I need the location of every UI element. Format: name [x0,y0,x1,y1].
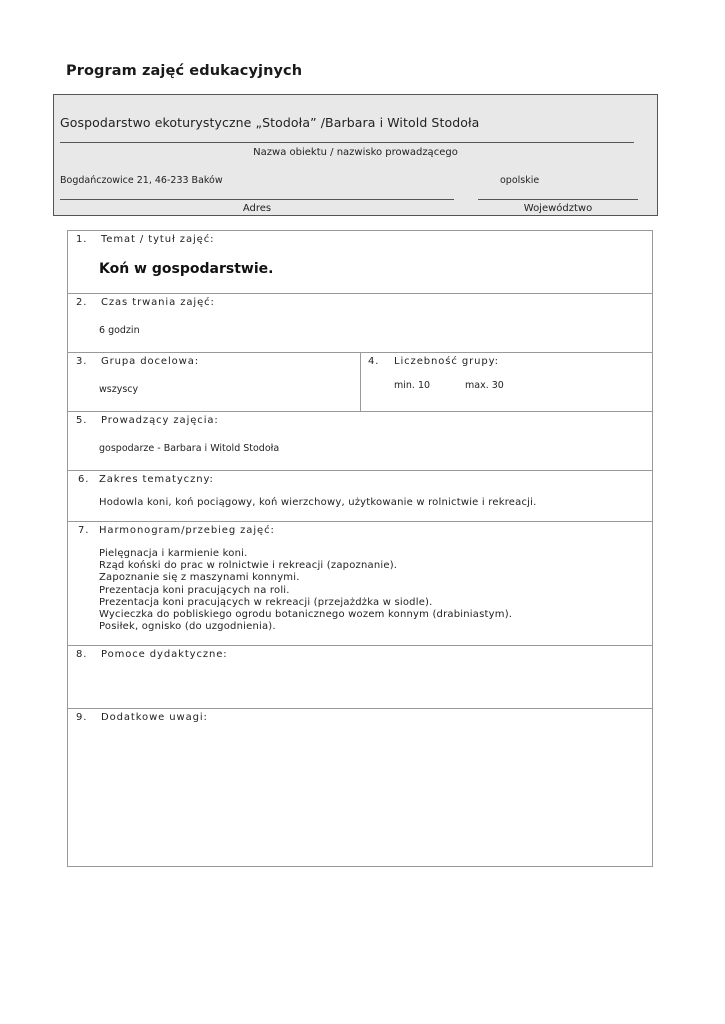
section-label: Dodatkowe uwagi: [101,712,208,723]
voivodeship-underline [478,199,638,200]
column-divider [360,353,361,411]
section-number: 3. [76,356,88,367]
section-duration [68,294,652,353]
section-number: 5. [76,415,88,426]
schedule-item: Wycieczka do pobliskiego ogrodu botanicznego wozem konnym (drabiniastym). [99,609,513,621]
topic-value: Koń w gospodarstwie. [99,261,274,277]
section-label: Prowadzący zajęcia: [101,415,219,426]
scope-value: Hodowla koni, koń pociągowy, koń wierzchowy, użytkowanie w rolnictwie i rekreacji. [99,497,537,508]
section-number: 7. [78,525,90,536]
section-group [68,353,652,412]
section-number: 6. [78,474,90,485]
section-number: 2. [76,297,88,308]
address-underline [60,199,454,200]
section-label: Temat / tytuł zajęć: [101,234,215,245]
section-label: Grupa docelowa: [101,356,200,367]
object-name-underline [60,142,634,143]
schedule-item: Posiłek, ognisko (do uzgodnienia). [99,621,276,633]
section-label: Harmonogram/przebieg zajęć: [99,525,275,536]
voivodeship-caption: Województwo [523,203,593,214]
schedule-item: Rząd koński do prac w rolnictwie i rekreacji (zapoznanie). [99,560,398,572]
section-aids [68,646,652,709]
section-instructors [68,412,652,471]
section-label: Zakres tematyczny: [99,474,214,485]
page-title: Program zajęć edukacyjnych [66,63,303,79]
section-number: 9. [76,712,88,723]
schedule-item: Pielęgnacja i karmienie koni. [99,548,248,559]
object-name-caption: Nazwa obiektu / nazwisko prowadzącego [253,147,458,158]
section-topic [68,231,652,294]
group-size-min: min. 10 [394,380,431,391]
schedule-item: Prezentacja koni pracujących w rekreacji (przejażdżka w siodle). [99,596,433,608]
address-caption: Adres [242,203,272,214]
schedule-item: Prezentacja koni pracujących na roli. [99,584,290,596]
address-value: Bogdańczowice 21, 46-233 Baków [60,175,223,186]
section-number: 1. [76,234,88,245]
section-schedule [68,522,652,646]
target-group-value: wszyscy [99,384,139,395]
instructors-value: gospodarze - Barbara i Witold Stodoła [99,443,280,454]
schedule-item: Zapoznanie się z maszynami konnymi. [99,572,300,584]
section-label: Liczebność grupy: [394,356,499,367]
group-size-max: max. 30 [465,380,504,391]
header-box [53,94,658,216]
object-name: Gospodarstwo ekoturystyczne „Stodoła” /Barbara i Witold Stodoła [60,115,480,130]
voivodeship-value: opolskie [500,175,540,186]
schedule-list [99,548,512,633]
program-table [67,230,653,867]
section-label: Czas trwania zajęć: [101,297,215,308]
section-number: 8. [76,649,88,660]
section-notes [68,709,652,866]
section-number: 4. [368,356,380,367]
duration-value: 6 godzin [99,325,140,336]
section-scope [68,471,652,522]
section-label: Pomoce dydaktyczne: [101,649,228,660]
